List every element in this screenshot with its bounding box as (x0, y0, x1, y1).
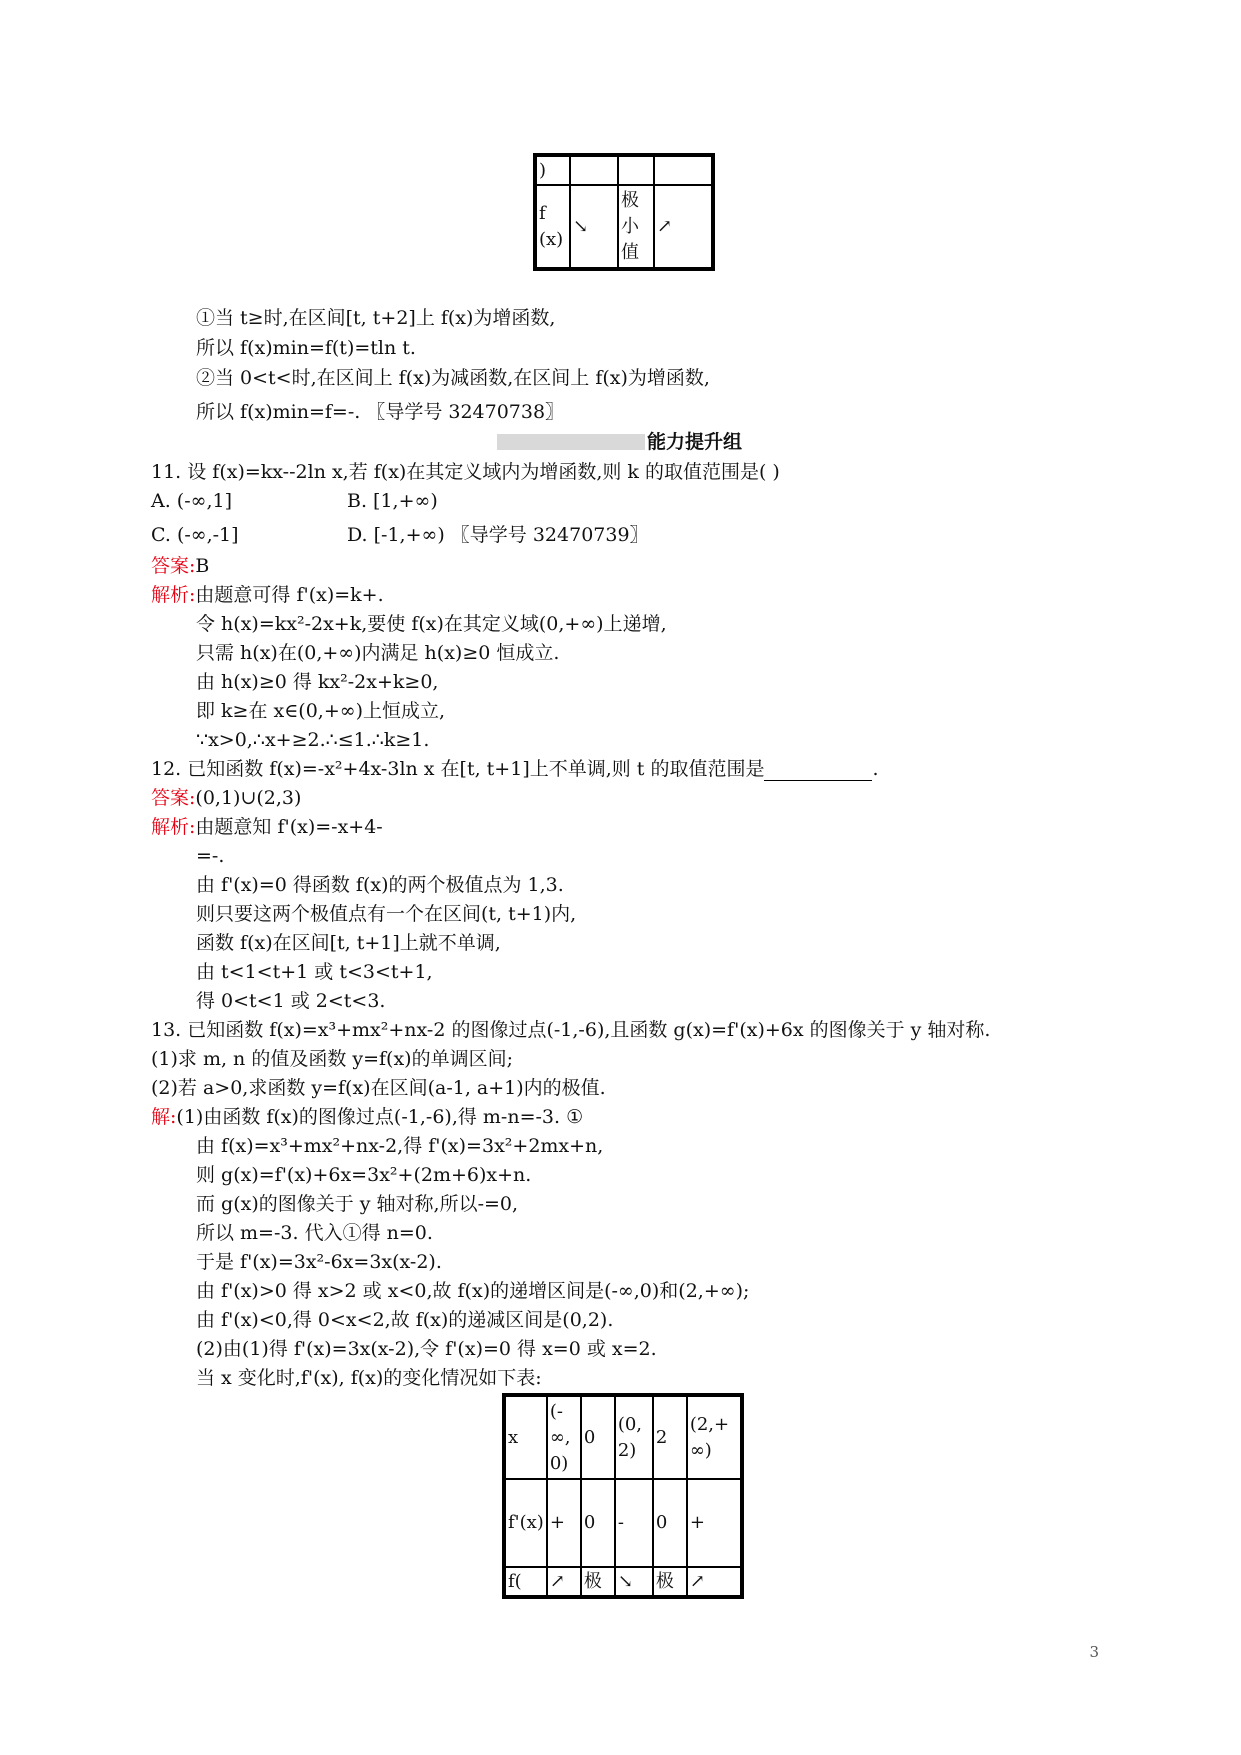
table-row (504, 1479, 742, 1567)
solution-line: 由 f(x)=x³+mx²+nx-2,得 f'(x)=3x²+2mx+n, (196, 1135, 604, 1157)
table-cell (618, 155, 654, 185)
stem-end: . (872, 758, 879, 780)
analysis-label: 解析: (151, 816, 196, 838)
table-cell: x (504, 1395, 547, 1479)
solution-line: 由 f'(x)>0 得 x>2 或 x<0,故 f(x)的递增区间是(-∞,0)和(2,+∞); (196, 1280, 750, 1302)
question-11-stem: 11. 设 f(x)=kx--2ln x,若 f(x)在其定义域内为增函数,则 k 的取值范围是( ) (151, 461, 780, 483)
analysis-line: 函数 f(x)在区间[t, t+1]上就不单调, (196, 932, 501, 954)
analysis-line: 即 k≥在 x∈(0,+∞)上恒成立, (196, 700, 446, 722)
table-cell (654, 155, 713, 185)
solution-line: (2)由(1)得 f'(x)=3x(x-2),令 f'(x)=0 得 x=0 或 x=2. (196, 1338, 657, 1360)
section-title-bar (497, 434, 645, 450)
solution-line: 于是 f'(x)=3x²-6x=3x(x-2). (196, 1251, 442, 1273)
table-row (535, 155, 713, 185)
text-line: 所以 f(x)min=f=-. 〖导学号 32470738〗 (196, 401, 565, 423)
table-cell: + (687, 1479, 742, 1567)
table-cell: 2 (653, 1395, 687, 1479)
analysis-line: 则只要这两个极值点有一个在区间(t, t+1)内, (196, 903, 577, 925)
analysis-line: ∵x>0,∴x+≥2.∴≤1.∴k≥1. (196, 729, 430, 751)
answer-value: (0,1)∪(2,3) (195, 787, 302, 809)
analysis-line: =-. (196, 845, 225, 867)
table-row (504, 1395, 742, 1479)
table-cell: 极 (581, 1567, 615, 1597)
table-cell: + (547, 1479, 581, 1567)
option-d: D. [-1,+∞) 〖导学号 32470739〗 (347, 524, 649, 546)
solution-line: 而 g(x)的图像关于 y 轴对称,所以-=0, (196, 1193, 519, 1215)
solution-label: 解: (151, 1106, 177, 1128)
question-13-part1: (1)求 m, n 的值及函数 y=f(x)的单调区间; (151, 1048, 513, 1070)
page-number: 3 (1089, 1643, 1099, 1661)
table-cell: ↘ (615, 1567, 653, 1597)
analysis-line: 由题意知 f'(x)=-x+4- (195, 816, 383, 838)
table-cell: - (615, 1479, 653, 1567)
table-cell: (0,2) (615, 1395, 653, 1479)
solution-line: (1)由函数 f(x)的图像过点(-1,-6),得 m-n=-3. ① (176, 1106, 584, 1128)
question-13-part2: (2)若 a>0,求函数 y=f(x)在区间(a-1, a+1)内的极值. (151, 1077, 606, 1099)
analysis-line: 只需 h(x)在(0,+∞)内满足 h(x)≥0 恒成立. (196, 642, 560, 664)
table-cell: (2,+∞) (687, 1395, 742, 1479)
analysis-line: 由 t<1<t+1 或 t<3<t+1, (196, 961, 433, 983)
table-cell: 0 (653, 1479, 687, 1567)
table-cell: 0 (581, 1479, 615, 1567)
solution-line: 当 x 变化时,f'(x), f(x)的变化情况如下表: (196, 1367, 542, 1389)
solution-line: 由 f'(x)<0,得 0<x<2,故 f(x)的递减区间是(0,2). (196, 1309, 614, 1331)
analysis-line: 令 h(x)=kx²-2x+k,要使 f(x)在其定义域(0,+∞)上递增, (196, 613, 667, 635)
table-row (535, 185, 713, 269)
text-line: 所以 f(x)min=f(t)=tln t. (196, 337, 416, 359)
analysis-line: 由题意可得 f'(x)=k+. (195, 584, 384, 606)
table-cell: ↗ (687, 1567, 742, 1597)
option-b: B. [1,+∞) (347, 490, 438, 512)
section-title: 能力提升组 (647, 431, 743, 453)
question-13-stem: 13. 已知函数 f(x)=x³+mx²+nx-2 的图像过点(-1,-6),且函数 g(x)=f'(x)+6x 的图像关于 y 轴对称. (151, 1019, 991, 1041)
analysis-line: 由 h(x)≥0 得 kx²-2x+k≥0, (196, 671, 439, 693)
option-c: C. (-∞,-1] (151, 524, 239, 546)
solution-line: 则 g(x)=f'(x)+6x=3x²+(2m+6)x+n. (196, 1164, 532, 1186)
table-cell: ) (535, 155, 570, 185)
analysis-line: 得 0<t<1 或 2<t<3. (196, 990, 386, 1012)
answer-blank (764, 762, 872, 781)
table-cell (570, 155, 618, 185)
option-a: A. (-∞,1] (151, 490, 233, 512)
text-line: ①当 t≥时,在区间[t, t+2]上 f(x)为增函数, (196, 307, 556, 329)
table-cell: 极 (653, 1567, 687, 1597)
analysis-11-first (151, 583, 384, 607)
table-cell: 极小值 (618, 185, 654, 269)
analysis-line: 由 f'(x)=0 得函数 f(x)的两个极值点为 1,3. (196, 874, 564, 896)
question-12-stem (151, 757, 879, 781)
table-cell: ↗ (547, 1567, 581, 1597)
stem-text: 12. 已知函数 f(x)=-x²+4x-3ln x 在[t, t+1]上不单调,则 t 的取值范围是 (151, 758, 765, 780)
table-cell: ↘ (570, 185, 618, 269)
answer-label: 答案: (151, 555, 196, 577)
solution-line: 所以 m=-3. 代入①得 n=0. (196, 1222, 433, 1244)
answer-value: B (195, 555, 210, 577)
answer-12 (151, 786, 301, 810)
table-cell: f( (504, 1567, 547, 1597)
table-cell: 0 (581, 1395, 615, 1479)
table-cell: ↗ (654, 185, 713, 269)
analysis-label: 解析: (151, 584, 196, 606)
answer-11 (151, 554, 209, 578)
table-row (504, 1567, 742, 1597)
table-cell: f'(x) (504, 1479, 547, 1567)
text-line: ②当 0<t<时,在区间上 f(x)为减函数,在区间上 f(x)为增函数, (196, 367, 710, 389)
solution-13-first (151, 1105, 583, 1129)
table-cell: f(x) (535, 185, 570, 269)
variation-table-bottom (502, 1393, 744, 1599)
answer-label: 答案: (151, 787, 196, 809)
analysis-12-first (151, 815, 383, 839)
variation-table-top (533, 153, 715, 271)
table-cell: (-∞,0) (547, 1395, 581, 1479)
